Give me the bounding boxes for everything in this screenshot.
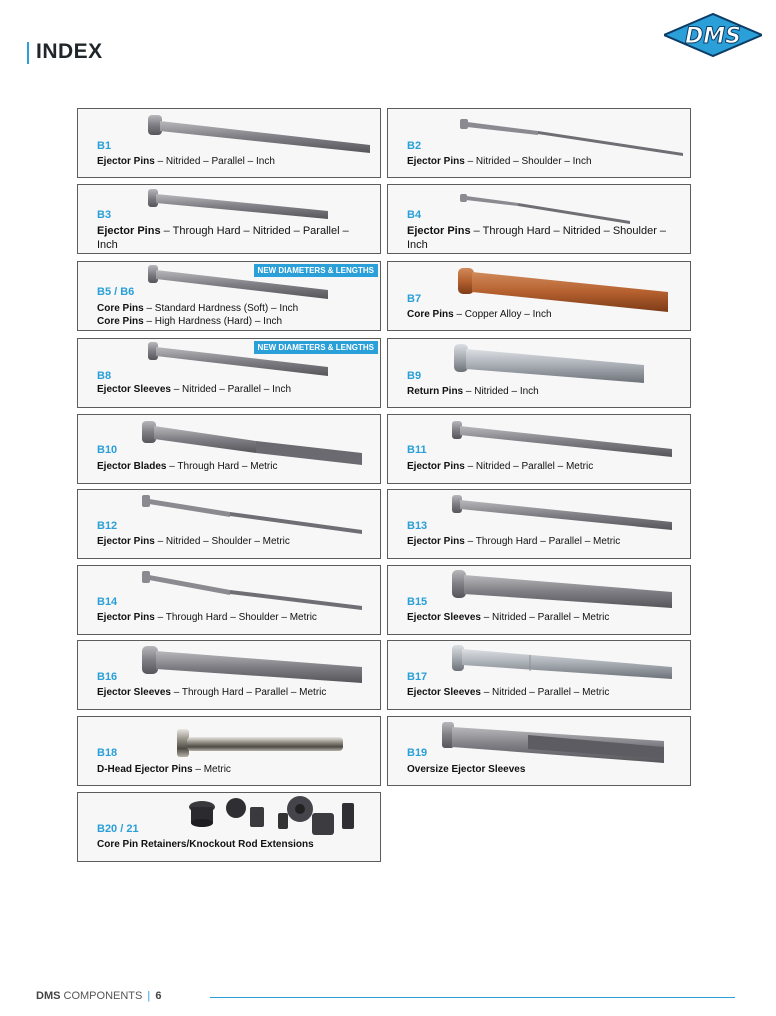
card-code: B3 <box>97 209 112 221</box>
card-code: B5 / B6 <box>97 286 135 298</box>
card-description: D-Head Ejector Pins – Metric <box>97 764 231 775</box>
card-code: B11 <box>407 444 427 456</box>
card-code: B16 <box>97 671 118 683</box>
card-description: Ejector Pins – Through Hard – Nitrided – Parallel – Inch <box>97 225 349 251</box>
card-b8[interactable] <box>77 338 381 408</box>
card-description: Oversize Ejector Sleeves <box>407 764 526 775</box>
card-description: Core Pins – Copper Alloy – Inch <box>407 309 552 320</box>
card-b17[interactable] <box>387 640 691 710</box>
card-description: Ejector Sleeves – Nitrided – Parallel – Inch <box>97 384 292 395</box>
dms-logo <box>664 12 762 58</box>
card-description: Core Pins – Standard Hardness (Soft) – Inch <box>97 303 299 314</box>
new-badge: NEW DIAMETERS & LENGTHS <box>254 341 378 354</box>
card-b12[interactable] <box>77 489 381 559</box>
card-description: Return Pins – Nitrided – Inch <box>407 386 539 397</box>
card-description: Ejector Blades – Through Hard – Metric <box>97 461 278 472</box>
card-code: B1 <box>97 140 112 152</box>
card-description: Ejector Pins – Through Hard – Parallel – Metric <box>407 536 621 547</box>
card-description: Ejector Pins – Nitrided – Parallel – Inch <box>97 156 275 167</box>
card-code: B15 <box>407 596 428 608</box>
card-b5-b6[interactable] <box>77 261 381 331</box>
card-b20-21[interactable] <box>77 792 381 862</box>
card-code: B12 <box>97 520 118 532</box>
card-b13[interactable] <box>387 489 691 559</box>
card-description: Ejector Sleeves – Nitrided – Parallel – Metric <box>407 687 610 698</box>
card-description: Ejector Pins – Nitrided – Shoulder – Metric <box>97 536 290 547</box>
footer-label: DMS COMPONENTS | 6 <box>36 990 162 1002</box>
card-description: Ejector Sleeves – Nitrided – Parallel – Metric <box>407 612 610 623</box>
card-b9[interactable] <box>387 338 691 408</box>
card-code: B7 <box>407 293 422 305</box>
card-code: B18 <box>97 747 118 759</box>
card-description: Core Pin Retainers/Knockout Rod Extensions <box>97 839 314 850</box>
card-code: B9 <box>407 370 422 382</box>
card-b10[interactable] <box>77 414 381 484</box>
card-code: B17 <box>407 671 428 683</box>
card-code: B2 <box>407 140 422 152</box>
title-accent-bar <box>27 42 29 64</box>
card-code: B4 <box>407 209 422 221</box>
card-b15[interactable] <box>387 565 691 635</box>
svg-text:DMS: DMS <box>685 24 741 49</box>
card-code: B8 <box>97 370 112 382</box>
card-b14[interactable] <box>77 565 381 635</box>
card-description: Ejector Pins – Nitrided – Shoulder – Inch <box>407 156 592 167</box>
page-title: INDEX <box>36 40 103 63</box>
card-code: B13 <box>407 520 428 532</box>
card-description: Ejector Pins – Through Hard – Shoulder – Metric <box>97 612 317 623</box>
card-b7[interactable] <box>387 261 691 331</box>
card-b1[interactable] <box>77 108 381 178</box>
card-b18[interactable] <box>77 716 381 786</box>
card-b16[interactable] <box>77 640 381 710</box>
card-b4[interactable] <box>387 184 691 254</box>
card-code: B20 / 21 <box>97 823 139 835</box>
card-b3[interactable] <box>77 184 381 254</box>
card-code: B14 <box>97 596 118 608</box>
footer-rule <box>210 997 735 998</box>
new-badge: NEW DIAMETERS & LENGTHS <box>254 264 378 277</box>
card-code: B19 <box>407 747 428 759</box>
card-b11[interactable] <box>387 414 691 484</box>
card-description: Ejector Pins – Nitrided – Parallel – Metric <box>407 461 594 472</box>
card-b2[interactable] <box>387 108 691 178</box>
card-description-2: Core Pins – High Hardness (Hard) – Inch <box>97 316 283 327</box>
page-number: 6 <box>155 990 162 1002</box>
card-code: B10 <box>97 444 118 456</box>
card-description: Ejector Sleeves – Through Hard – Parallel – Metric <box>97 687 327 698</box>
card-description: Ejector Pins – Through Hard – Nitrided – Shoulder – Inch <box>407 225 667 251</box>
card-b19[interactable] <box>387 716 691 786</box>
